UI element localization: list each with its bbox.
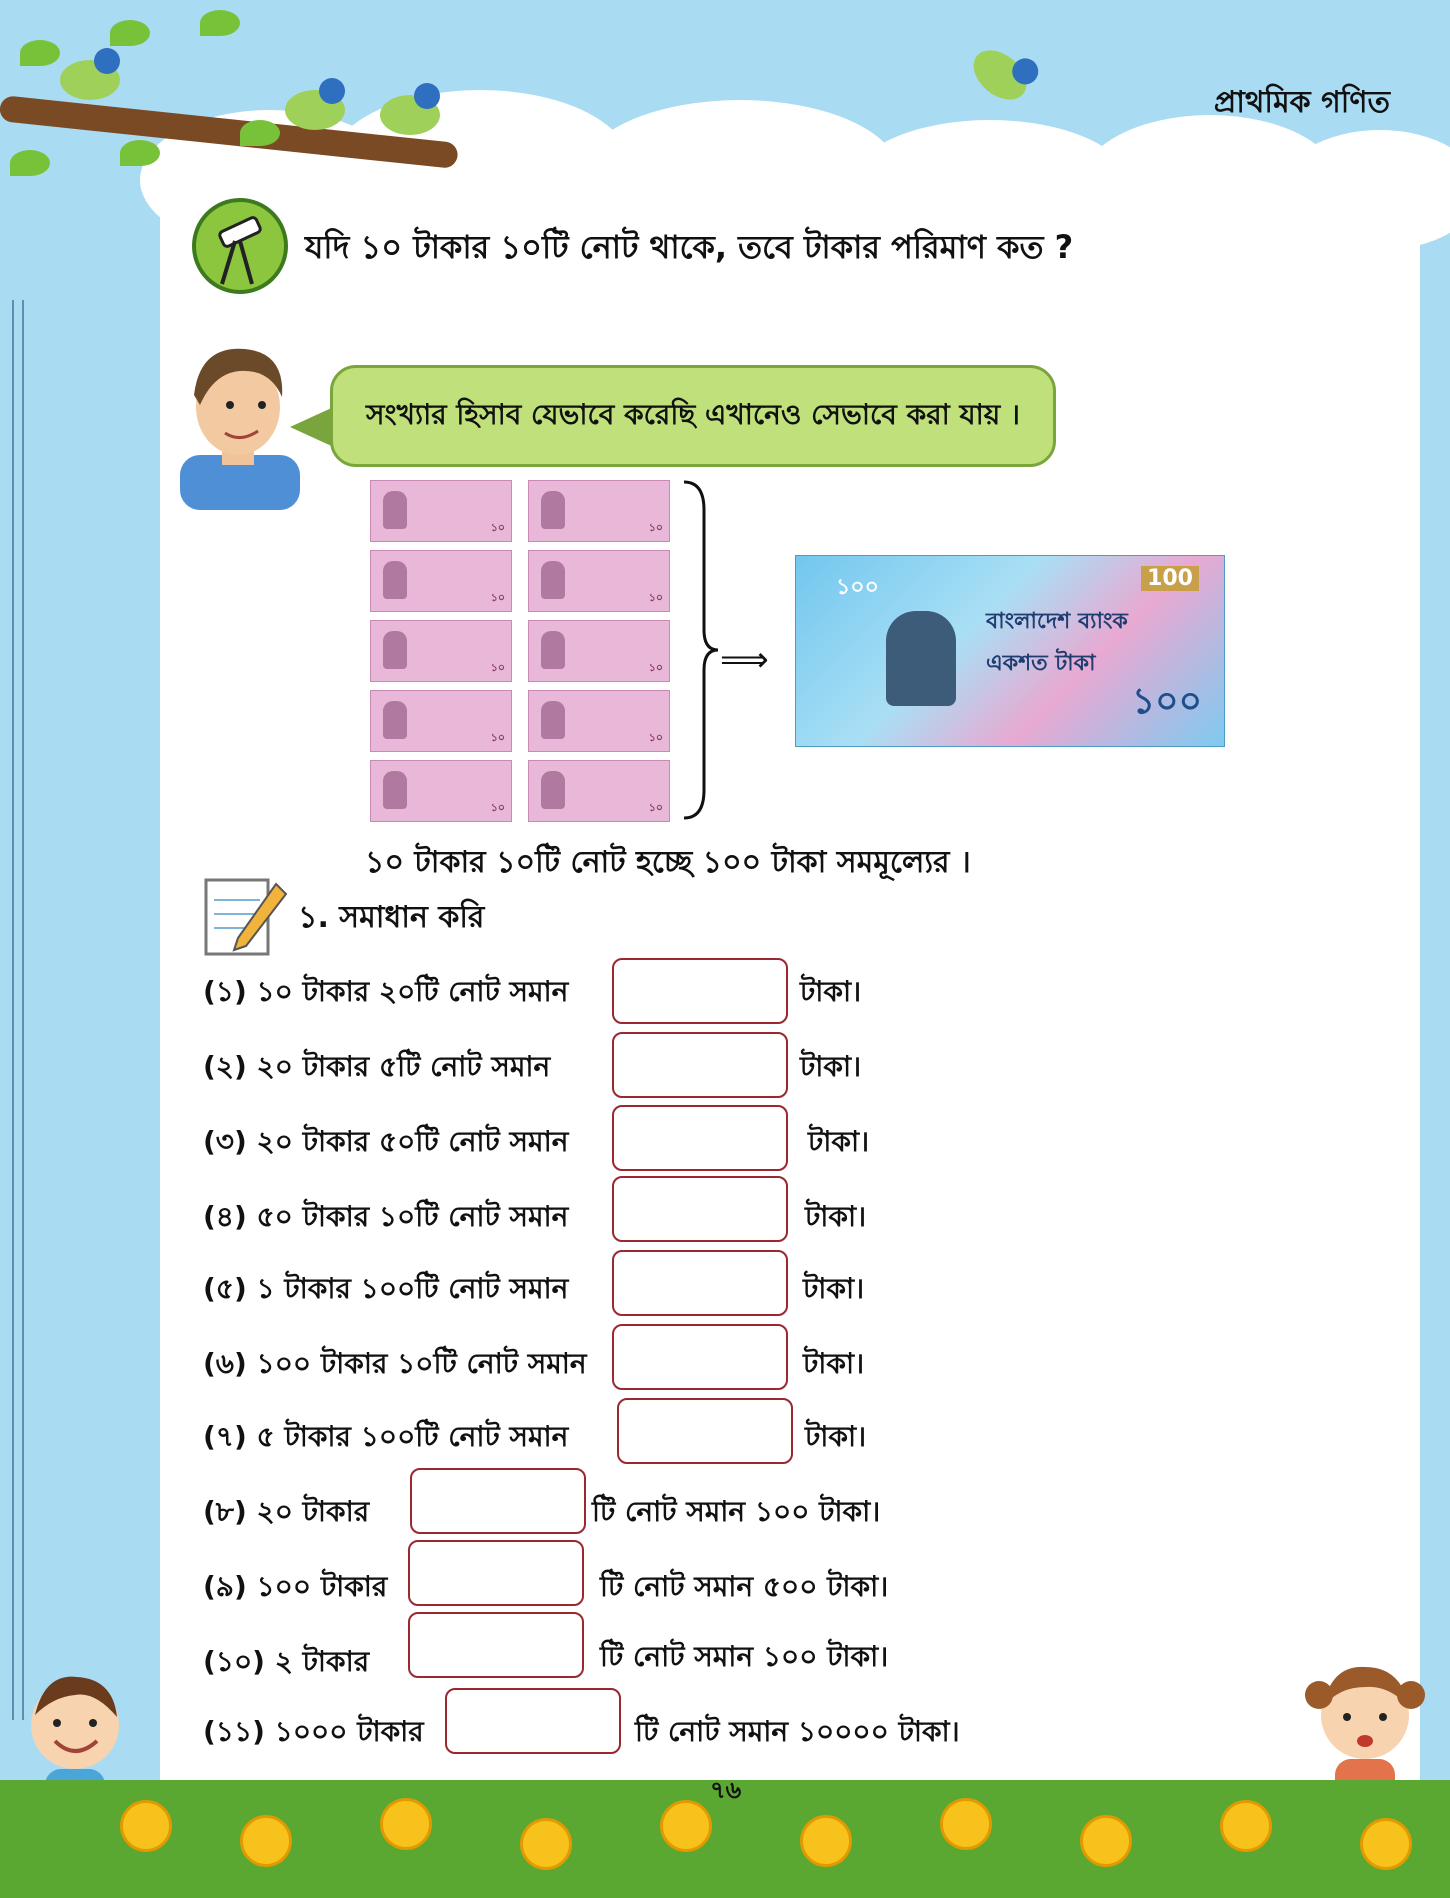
telescope-icon	[190, 196, 290, 296]
page-number: ৭৬	[710, 1776, 742, 1804]
bird-icon	[60, 60, 120, 100]
answer-box[interactable]	[445, 1688, 621, 1754]
answer-box[interactable]	[408, 1612, 584, 1678]
hundred-taka-note	[795, 555, 1225, 747]
answer-box[interactable]	[612, 1250, 788, 1316]
curly-brace	[680, 480, 720, 820]
exercise-prefix: (২) ২০ টাকার ৫টি নোট সমান	[203, 1050, 551, 1083]
answer-box[interactable]	[612, 1032, 788, 1098]
leaf	[110, 20, 150, 46]
exercise-prefix: (১) ১০ টাকার ২০টি নোট সমান	[203, 975, 569, 1008]
exercise-suffix: টি নোট সমান ১০০ টাকা।	[600, 1640, 889, 1673]
answer-box[interactable]	[410, 1468, 586, 1534]
note-bank-name: বাংলাদেশ ব্যাংক	[986, 609, 1128, 634]
ten-taka-note: ১০	[528, 550, 670, 612]
exercise-suffix: টাকা।	[805, 1420, 867, 1453]
note-words: একশত টাকা	[986, 651, 1096, 676]
page-edge	[12, 300, 24, 1720]
exercise-suffix: টাকা।	[808, 1125, 870, 1158]
flower-icon	[660, 1800, 712, 1852]
note-value: ১০০	[1131, 681, 1202, 722]
exercise-prefix: (৫) ১ টাকার ১০০টি নোট সমান	[203, 1272, 569, 1305]
flower-icon	[240, 1815, 292, 1867]
answer-box[interactable]	[617, 1398, 793, 1464]
bird-icon	[380, 95, 440, 135]
notepad-pencil-icon	[200, 870, 290, 960]
exercise-prefix: (৩) ২০ টাকার ৫০টি নোট সমান	[203, 1125, 569, 1158]
ten-taka-note: ১০	[370, 690, 512, 752]
flower-icon	[380, 1798, 432, 1850]
exercise-suffix: টাকা।	[800, 975, 862, 1008]
exercise-suffix: টাকা।	[803, 1347, 865, 1380]
answer-box[interactable]	[612, 958, 788, 1024]
statement-text: ১০ টাকার ১০টি নোট হচ্ছে ১০০ টাকা সমমূল্যের ।	[365, 845, 971, 880]
question-text: যদি ১০ টাকার ১০টি নোট থাকে, তবে টাকার পরিমাণ কত ?	[305, 228, 1074, 266]
exercise-suffix: টি নোট সমান ১০০ টাকা।	[592, 1495, 881, 1528]
bird-icon	[285, 90, 345, 130]
exercise-prefix: (৯) ১০০ টাকার	[203, 1570, 388, 1603]
exercise-prefix: (৬) ১০০ টাকার ১০টি নোট সমান	[203, 1347, 587, 1380]
section-title: ১. সমাধান করি	[298, 900, 485, 935]
ten-taka-note: ১০	[370, 760, 512, 822]
flower-icon	[940, 1798, 992, 1850]
ten-taka-note: ১০	[528, 760, 670, 822]
speech-bubble	[330, 365, 1056, 467]
ten-taka-note: ১০	[370, 620, 512, 682]
exercise-prefix: (৭) ৫ টাকার ১০০টি নোট সমান	[203, 1420, 569, 1453]
leaf	[120, 140, 160, 166]
flower-icon	[1360, 1818, 1412, 1870]
leaf	[200, 10, 240, 36]
ten-taka-note: ১০	[370, 550, 512, 612]
note-value-top: ১০০	[836, 575, 879, 600]
leaf	[10, 150, 50, 176]
flower-icon	[120, 1800, 172, 1852]
flower-icon	[1220, 1800, 1272, 1852]
double-arrow-icon: ⟹	[720, 640, 769, 680]
leaf	[20, 40, 60, 66]
ten-taka-note: ১০	[528, 690, 670, 752]
boy-illustration	[170, 335, 310, 510]
exercise-suffix: টাকা।	[805, 1200, 867, 1233]
exercise-suffix: টি নোট সমান ১০০০০ টাকা।	[635, 1715, 960, 1748]
flower-icon	[1080, 1815, 1132, 1867]
exercise-prefix: (১১) ১০০০ টাকার	[203, 1715, 424, 1748]
answer-box[interactable]	[408, 1540, 584, 1606]
exercise-prefix: (৪) ৫০ টাকার ১০টি নোট সমান	[203, 1200, 569, 1233]
exercise-suffix: টি নোট সমান ৫০০ টাকা।	[600, 1570, 889, 1603]
answer-box[interactable]	[612, 1176, 788, 1242]
note-portrait	[886, 611, 956, 706]
note-corner-value: 100	[1141, 566, 1199, 591]
answer-box[interactable]	[612, 1324, 788, 1390]
flower-icon	[520, 1818, 572, 1870]
exercise-suffix: টাকা।	[800, 1050, 862, 1083]
exercise-suffix: টাকা।	[803, 1272, 865, 1305]
ten-taka-note: ১০	[528, 620, 670, 682]
leaf	[240, 120, 280, 146]
exercise-prefix: (৮) ২০ টাকার	[203, 1495, 370, 1528]
speech-text: সংখ্যার হিসাব যেভাবে করেছি এখানেও সেভাবে করা যায় ।	[366, 397, 1020, 431]
answer-box[interactable]	[612, 1105, 788, 1171]
book-title: প্রাথমিক গণিত	[1213, 85, 1390, 120]
ten-taka-note: ১০	[370, 480, 512, 542]
flower-icon	[800, 1815, 852, 1867]
exercise-prefix: (১০) ২ টাকার	[203, 1645, 370, 1678]
ten-taka-note: ১০	[528, 480, 670, 542]
